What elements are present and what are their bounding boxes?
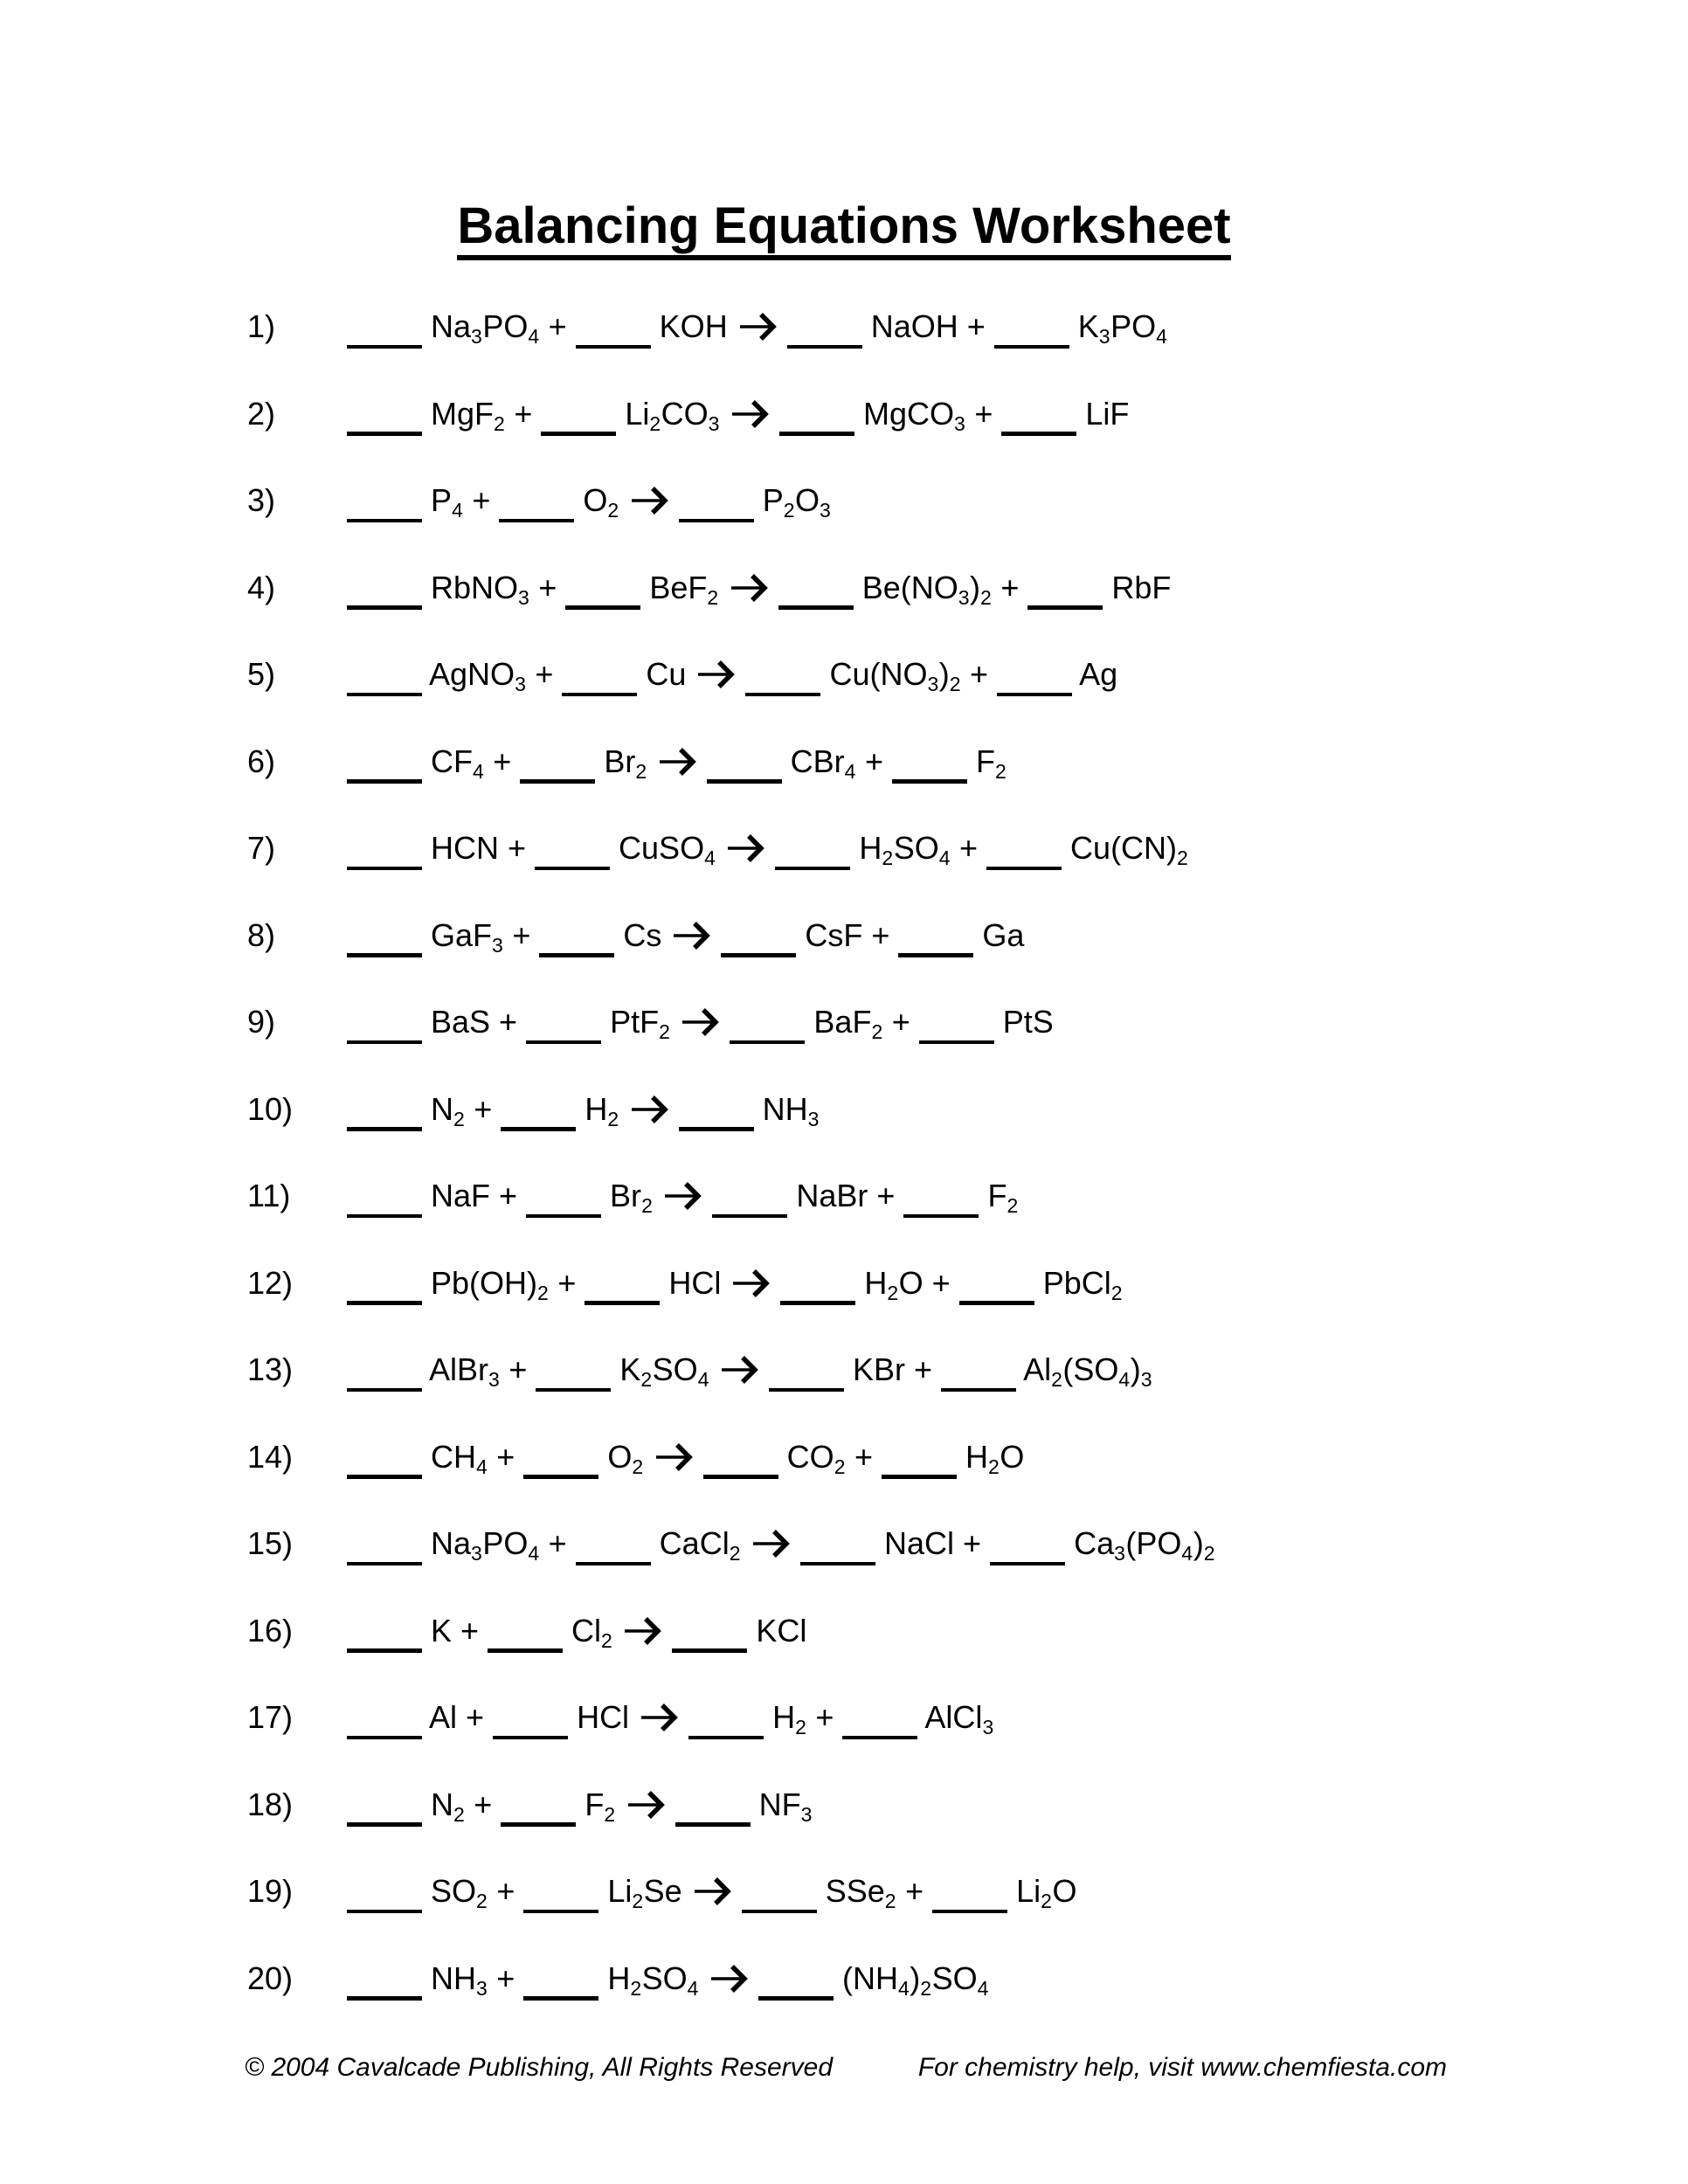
subscript: 2 [729,1542,741,1565]
subscript: 2 [1051,1368,1063,1391]
reaction-arrow-icon [751,1523,790,1559]
subscript: 2 [949,673,962,695]
equation-row [247,1245,1215,1332]
answer-blank [520,779,595,784]
answer-blank [742,1910,817,1914]
equation-number: 7) [247,830,276,866]
answer-blank [347,1040,422,1045]
equation-row [247,1940,1215,2028]
subscript: 4 [1156,325,1168,348]
footer-copyright: © 2004 Cavalcade Publishing, All Rights Reserved [245,2053,834,2082]
answer-blank [347,1736,422,1740]
answer-blank [501,1822,576,1827]
subscript: 3 [708,411,720,435]
subscript: 3 [492,933,504,957]
equation-row [247,462,1215,549]
equation-row [247,1505,1215,1593]
reaction-arrow-icon [654,1436,693,1473]
equation-number: 16) [247,1612,294,1648]
answer-blank [959,1301,1034,1305]
subscript: 2 [453,1107,466,1130]
reaction-arrow-icon [640,1697,678,1733]
subscript: 4 [473,759,485,783]
subscript: 3 [515,673,527,695]
equation-number: 1) [247,308,276,344]
equation-number: 5) [247,656,276,692]
subscript: 4 [476,1455,488,1478]
answer-blank [679,519,754,523]
equation-number: 12) [247,1264,294,1301]
subscript: 3 [1140,1368,1152,1391]
equation-list [247,288,1215,2027]
reaction-arrow-icon [726,827,764,864]
answer-blank [787,345,862,349]
equation-row [247,1071,1215,1158]
answer-blank [347,867,422,871]
answer-blank [347,1822,422,1827]
subscript: 3 [1098,325,1111,348]
equation-body: Al + HCl $H_2$ + AlCl$_3$ [347,1699,994,1735]
answer-blank [536,1388,611,1393]
subscript: 4 [897,1976,910,2000]
reaction-arrow-icon [626,1784,665,1821]
subscript: 3 [488,1368,501,1391]
equation-number: 17) [247,1699,294,1735]
equation-number: 6) [247,743,276,779]
reaction-arrow-icon [681,1001,719,1038]
subscript: 4 [528,1542,540,1565]
subscript: 4 [844,759,856,783]
equation-number: 11) [247,1178,291,1213]
subscript: 3 [958,585,971,609]
subscript: 2 [1007,1194,1019,1217]
equation-number: 3) [247,482,276,518]
subscript: 4 [697,1368,709,1391]
subscript: 2 [1110,1281,1124,1304]
subscript: 2 [641,1194,654,1217]
answer-blank [997,693,1072,697]
subscript: 4 [1118,1368,1131,1391]
answer-blank [347,1562,422,1566]
answer-blank [347,1301,422,1305]
answer-blank [712,1214,787,1219]
answer-blank [941,1388,1016,1393]
equation-body: GaF$_3$ + Cs CsF + Ga [347,917,1024,953]
answer-blank [800,1562,875,1566]
reaction-arrow-icon [658,741,696,778]
equation-body: $CF_4 + Br_2$ $CBr_4 + F_2$ [347,743,1007,779]
subscript: 2 [632,1455,644,1478]
reaction-arrow-icon [630,480,668,516]
subscript: 3 [800,1802,813,1826]
equation-body: AgNO$_3$ + Cu $Cu(NO_3)_2 + Ag$ [347,656,1117,692]
answer-blank [745,693,820,697]
subscript: 2 [537,1281,550,1304]
subscript: 2 [607,1107,619,1130]
answer-blank [892,779,967,784]
answer-blank [541,432,616,436]
answer-blank [779,432,854,436]
answer-blank [493,1736,568,1740]
reaction-arrow-icon [730,393,769,430]
equation-number: 2) [247,395,276,432]
equation-row [247,1331,1215,1419]
subscript: 4 [687,1976,699,2000]
answer-blank [775,867,850,871]
equation-row [247,1853,1215,1940]
subscript: 2 [834,1455,846,1478]
answer-blank [1027,605,1103,610]
answer-blank [539,953,614,957]
equation-number: 15) [247,1525,294,1561]
reaction-arrow-icon [693,1870,731,1907]
answer-blank [919,1040,994,1045]
subscript: 2 [601,1628,613,1652]
subscript: 2 [795,1716,807,1738]
answer-blank [347,1475,422,1479]
equation-body: AlBr$_3$ + $K_2SO_4$ KBr + $Al_2(SO_4)_3$ [347,1351,1152,1387]
equation-number: 14) [247,1438,294,1475]
subscript: 3 [807,1107,820,1130]
subscript: 2 [882,847,894,869]
subscript: 2 [494,411,506,435]
answer-blank [347,345,422,349]
answer-blank [488,1648,563,1653]
subscript: 2 [707,585,719,609]
answer-blank [769,1388,844,1393]
answer-blank [994,345,1069,349]
subscript: 2 [783,499,795,522]
subscript: 2 [604,1802,616,1826]
reaction-arrow-icon [738,306,777,342]
equation-row [247,1419,1215,1506]
subscript: 2 [453,1802,466,1826]
equation-body: $N_2 + H_2$ $NH_3$ [347,1091,820,1127]
subscript: 4 [528,325,540,348]
equation-row [247,897,1215,985]
answer-blank [780,1301,855,1305]
subscript: 2 [632,1890,644,1912]
equation-row [247,1593,1215,1680]
subscript: 2 [1177,847,1189,869]
answer-blank [347,519,422,523]
subscript: 2 [635,759,647,783]
equation-number: 13) [247,1351,294,1387]
answer-blank [585,1301,660,1305]
equation-number: 19) [247,1873,294,1909]
equation-body: $Na_3PO_4$ + KOH NaOH + $K_3PO_4$ [347,308,1167,344]
subscript: 2 [920,1976,932,2000]
answer-blank [535,867,610,871]
answer-blank [758,1996,834,2001]
subscript: 2 [476,1890,488,1912]
subscript: 2 [1041,1890,1053,1912]
equation-row [247,1679,1215,1766]
equation-number: 20) [247,1959,294,1996]
subscript: 2 [884,1890,897,1912]
answer-blank [672,1648,747,1653]
equation-body: HCN + CuSO$_4$ $H_2SO_4 + Cu(CN)_2$ [347,830,1188,866]
answer-blank [898,953,973,957]
reaction-arrow-icon [630,1089,668,1125]
answer-blank [347,432,422,436]
reaction-arrow-icon [709,1958,748,1994]
answer-blank [523,1475,598,1479]
reaction-arrow-icon [731,1262,770,1299]
answer-blank [347,1996,422,2001]
page-title [0,197,1688,255]
answer-blank [1001,432,1076,436]
equation-body: $MgF_2 + Li_2CO_3$ MgCO$_3$ + LiF [347,396,1129,432]
subscript: 2 [887,1281,899,1304]
answer-blank [501,1127,576,1131]
answer-blank [523,1996,598,2001]
answer-blank [990,1562,1065,1566]
equation-row [247,1766,1215,1854]
answer-blank [932,1910,1007,1914]
answer-blank [347,1127,422,1131]
subscript: 2 [871,1020,883,1043]
subscript: 4 [938,847,951,869]
subscript: 3 [954,411,966,435]
reaction-arrow-icon [720,1349,758,1386]
equation-row [247,636,1215,723]
answer-blank [842,1736,917,1740]
answer-blank [562,693,637,697]
answer-blank [986,867,1062,871]
answer-blank [523,1910,598,1914]
reaction-arrow-icon [730,567,768,604]
subscript: 4 [1181,1542,1193,1565]
answer-blank [347,953,422,957]
answer-blank [526,1040,601,1045]
equation-body: NaF + $Br_2$ NaBr + $F_2$ [347,1178,1019,1213]
equation-row [247,723,1215,811]
answer-blank [347,693,422,697]
subscript: 2 [980,585,993,609]
equation-body: $Na_3PO_4$ + CaCl$_2$ NaCl + $Ca_3(PO_4)_2$ [347,1525,1215,1561]
subscript: 2 [640,1368,653,1391]
answer-blank [882,1475,957,1479]
subscript: 2 [659,1020,671,1043]
page-title-text: Balancing Equations Worksheet [457,197,1230,260]
answer-blank [707,779,782,784]
equation-number: 10) [247,1090,294,1127]
equation-number: 18) [247,1786,294,1822]
equation-row [247,288,1215,376]
subscript: 3 [471,1542,483,1565]
equation-number: 9) [247,1004,276,1040]
equation-body: $K + Cl_2$ KCl [347,1613,806,1648]
subscript: 2 [988,1455,1000,1478]
subscript: 2 [649,411,661,435]
answer-blank [688,1736,764,1740]
answer-blank [347,1910,422,1914]
equation-body: $P_4 + O_2$ $P_2O_3$ [347,482,831,518]
reaction-arrow-icon [672,915,710,951]
answer-blank [576,345,651,349]
answer-blank [675,1822,751,1827]
equation-row [247,1158,1215,1245]
answer-blank [526,1214,601,1219]
answer-blank [903,1214,979,1219]
equation-body: RbNO$_3$ + BeF$_2$ $Be(NO_3)_2$ + RbF [347,570,1171,605]
answer-blank [703,1475,778,1479]
equation-body: $SO_2 + Li_2Se$ $SSe_2 + Li_2O$ [347,1873,1076,1909]
subscript: 3 [1114,1542,1126,1565]
subscript: 2 [607,499,619,522]
answer-blank [347,779,422,784]
subscript: 3 [927,673,939,695]
subscript: 4 [452,499,464,522]
equation-body: $CH_4 + O_2$ $CO_2 + H_2O$ [347,1439,1024,1475]
answer-blank [730,1040,805,1045]
equation-row [247,549,1215,637]
equation-body: $Pb(OH)_2$ + HCl $H_2O$ + PbCl$_2$ [347,1265,1123,1301]
answer-blank [347,1388,422,1393]
equation-row [247,810,1215,897]
answer-blank [347,1214,422,1219]
answer-blank [778,605,854,610]
footer [245,2053,1447,2083]
subscript: 4 [977,1976,989,2000]
equation-number: 8) [247,916,276,953]
subscript: 2 [995,759,1007,783]
subscript: 3 [471,325,483,348]
subscript: 3 [518,585,530,609]
answer-blank [499,519,574,523]
answer-blank [565,605,640,610]
reaction-arrow-icon [663,1175,702,1212]
answer-blank [576,1562,651,1566]
reaction-arrow-icon [623,1610,661,1647]
equation-body: $NH_3 + H_2SO_4$ $(NH_4)_2SO_4$ [347,1960,989,1996]
answer-blank [347,605,422,610]
equation-number: 4) [247,569,276,605]
footer-help-text: For chemistry help, visit www.chemfiesta.com [917,2053,1447,2082]
subscript: 2 [1203,1542,1216,1565]
subscript: 3 [982,1716,994,1738]
subscript: 3 [820,499,832,522]
subscript: 3 [476,1976,488,2000]
subscript: 2 [630,1976,642,2000]
answer-blank [679,1127,754,1131]
equation-row [247,984,1215,1071]
equation-body: $N_2 + F_2$ $NF_3$ [347,1787,813,1822]
subscript: 4 [704,847,716,869]
equation-row [247,376,1215,463]
reaction-arrow-icon [696,653,735,690]
answer-blank [347,1648,422,1653]
equation-body: BaS + PtF$_2$ BaF$_2$ + PtS [347,1004,1054,1040]
answer-blank [721,953,796,957]
